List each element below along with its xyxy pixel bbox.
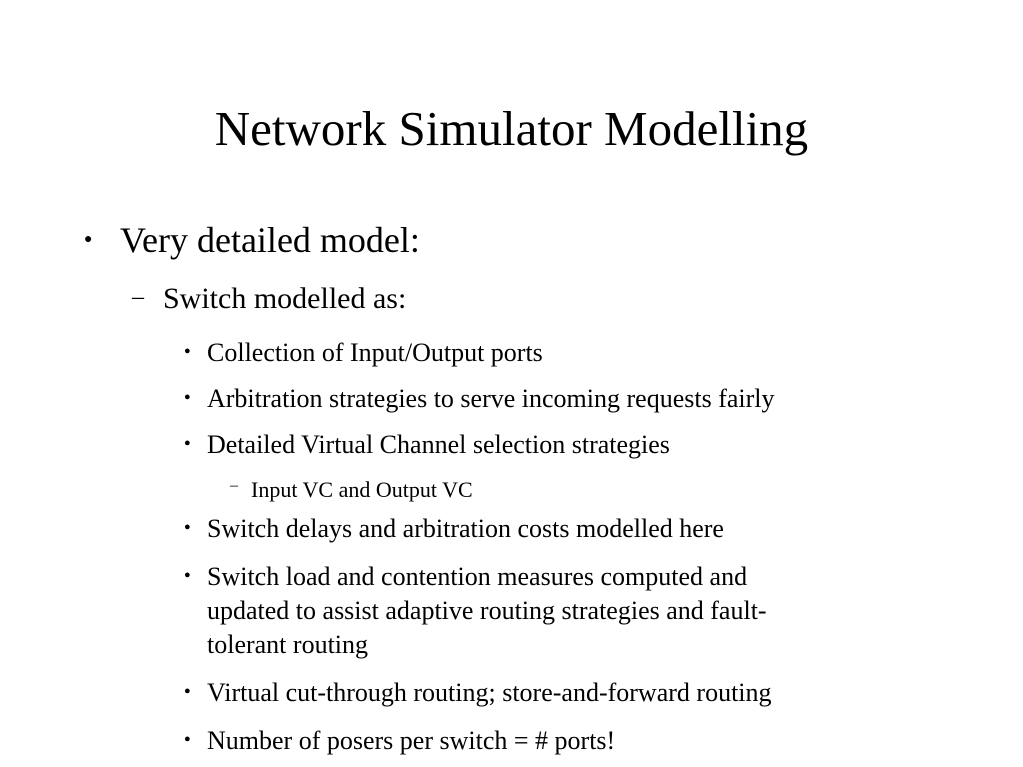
bullet-text: Number of posers per switch = # ports! [207,726,616,755]
bullet-text: Very detailed model: [120,220,420,260]
round-bullet-icon: ● [184,391,191,403]
round-bullet-icon: ● [184,685,191,697]
bullet-text: Input VC and Output VC [251,477,473,502]
round-bullet-icon: ● [184,521,191,533]
round-bullet-icon: ● [84,232,93,247]
round-bullet-icon: ● [184,345,191,357]
dash-bullet-icon: – [230,477,238,494]
bullet-text-line: tolerant routing [207,630,369,659]
bullet-text: Switch modelled as: [163,282,407,315]
round-bullet-icon: ● [184,733,191,745]
slide-title: Network Simulator Modelling [214,101,809,156]
bullet-text: Detailed Virtual Channel selection strategies [207,430,670,459]
bullet-text-line: Switch load and contention measures computed and [207,562,748,591]
bullet-text [207,560,927,662]
dash-bullet-icon: – [132,284,144,310]
bullet-text: Arbitration strategies to serve incoming requests fairly [207,384,775,413]
bullet-text-line: updated to assist adaptive routing strategies and fault- [207,596,767,625]
bullet-text: Switch delays and arbitration costs modelled here [207,514,724,543]
bullet-text: Virtual cut-through routing; store-and-forward routing [207,678,772,707]
round-bullet-icon: ● [184,437,191,449]
bullet-text: Collection of Input/Output ports [207,338,543,367]
round-bullet-icon: ● [184,569,191,581]
